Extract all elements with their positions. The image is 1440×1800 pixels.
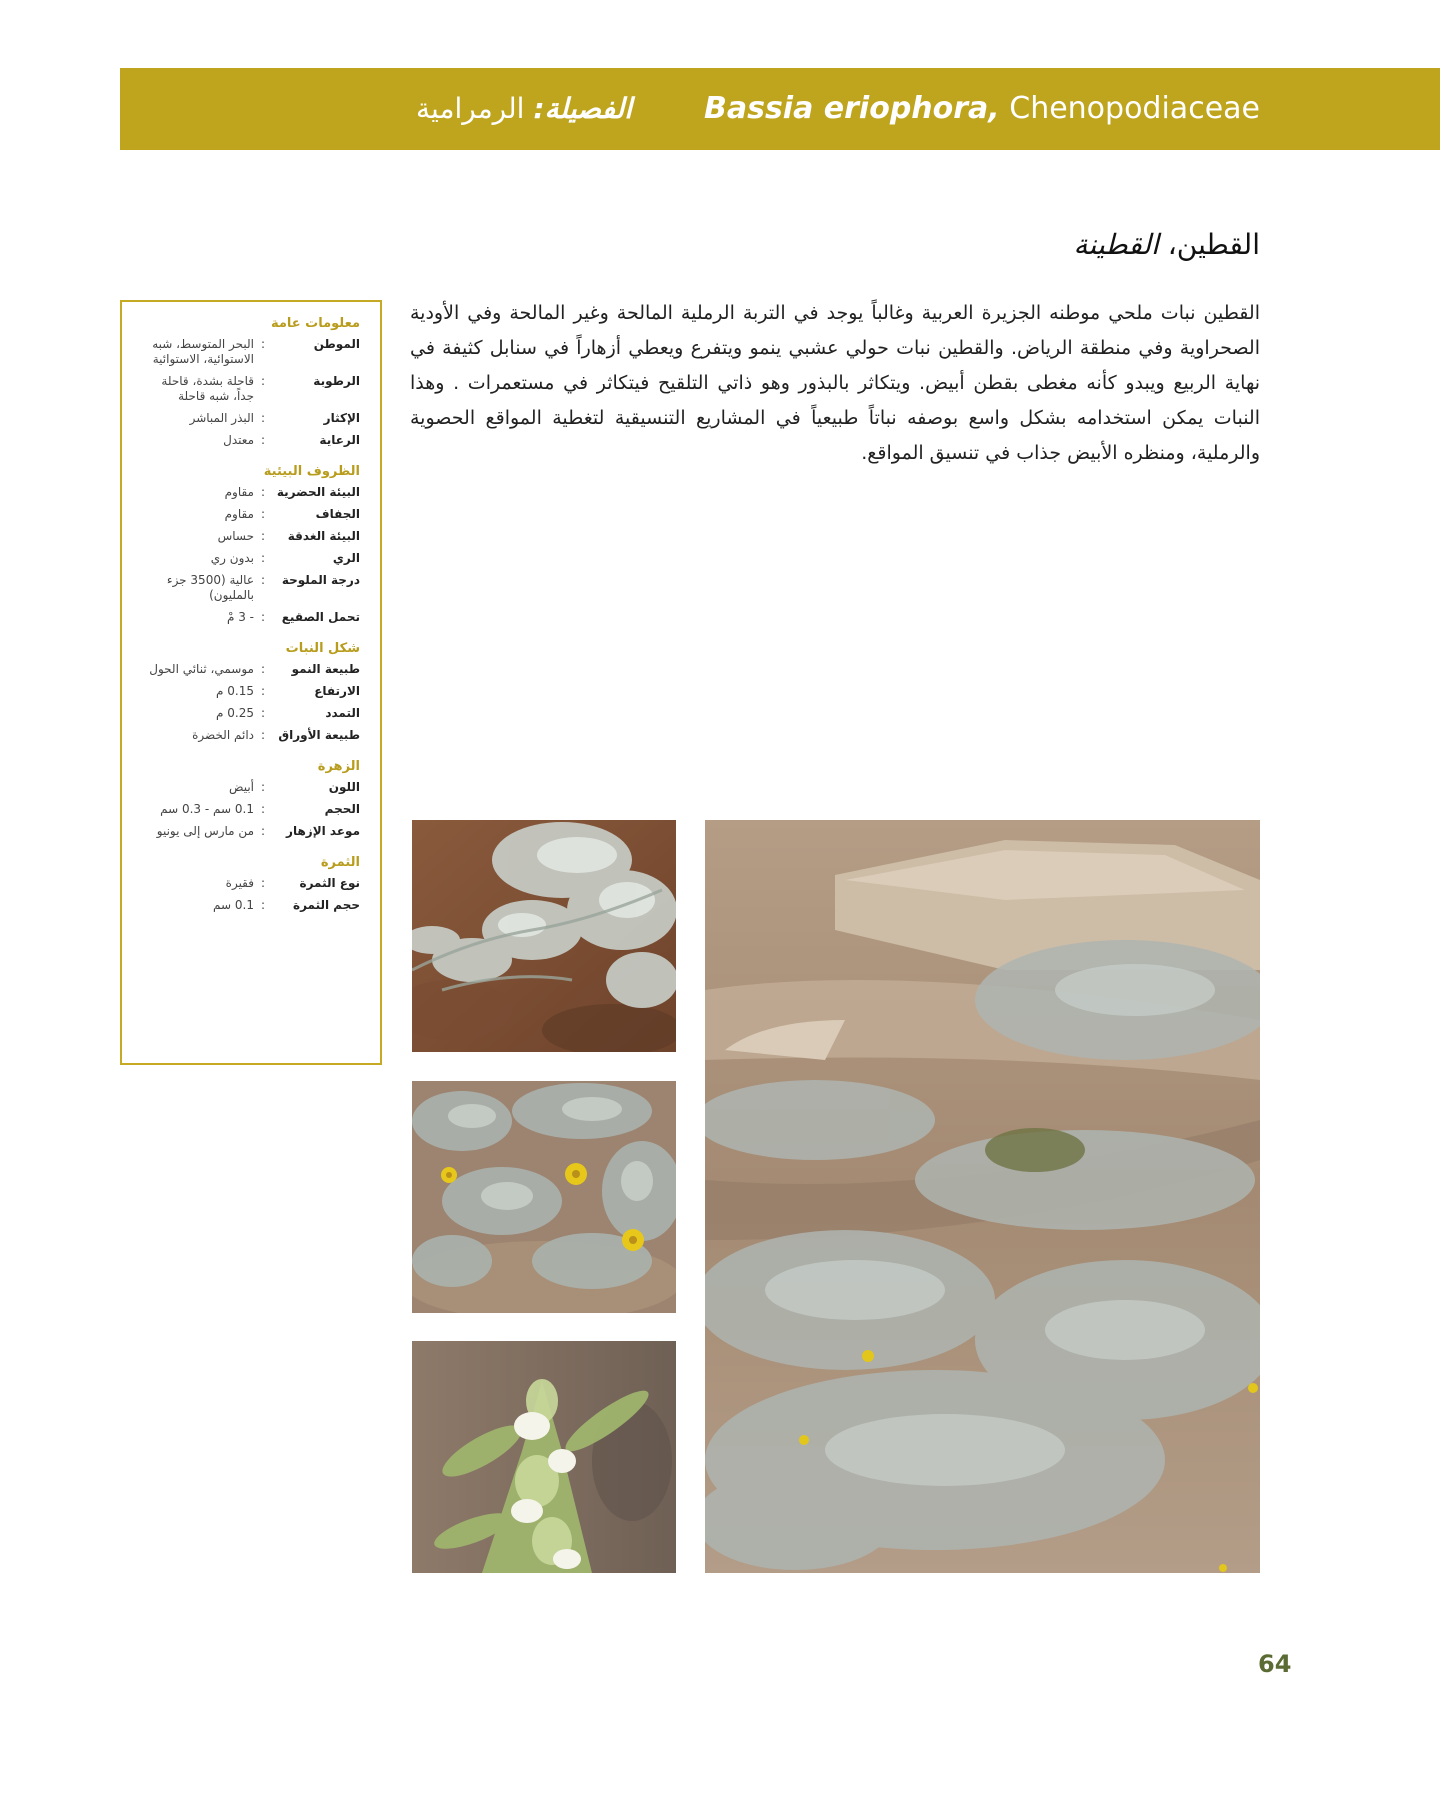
info-row <box>134 728 360 743</box>
info-key: حجم الثمرة <box>293 898 360 912</box>
info-key: تحمل الصقيع <box>281 610 360 624</box>
photo-habitat <box>705 820 1260 1573</box>
info-key: نوع الثمرة <box>299 876 360 890</box>
info-value: دائم الخضرة <box>192 728 254 742</box>
info-colon: : <box>260 507 266 521</box>
info-value: البحر المتوسط، شبه الاستوائية، الاستوائية <box>152 337 254 366</box>
latin-binomial: Bassia eriophora, <box>703 91 1000 126</box>
info-value: 0.25 م <box>216 706 254 720</box>
section-title-environment: الظروف البيئية <box>263 464 360 479</box>
info-colon: : <box>260 337 266 351</box>
info-row <box>134 898 360 913</box>
info-row <box>134 780 360 795</box>
info-key: التمدد <box>325 706 360 720</box>
info-key: الرطوبة <box>313 374 360 388</box>
section-title-fruit: الثمرة <box>320 855 360 870</box>
info-colon: : <box>260 824 266 838</box>
info-value: 0.15 م <box>216 684 254 698</box>
info-row <box>134 485 360 500</box>
info-colon: : <box>260 898 266 912</box>
info-row <box>134 507 360 522</box>
info-key: الجفاف <box>315 507 360 521</box>
info-colon: : <box>260 684 266 698</box>
info-key: طبيعة الأوراق <box>278 728 360 742</box>
info-colon: : <box>260 662 266 676</box>
info-key: الري <box>332 551 360 565</box>
photo-yellow-flowers <box>412 1081 676 1313</box>
info-value: مقاوم <box>224 507 254 521</box>
plant-title <box>1073 228 1260 261</box>
intro-paragraph: القطين نبات ملحي موطنه الجزيرة العربية وغالباً يوجد في التربة الرملية المالحة وغير المالحة وفي الأودية الصحراوية وفي منطقة الرياض. والقطين نبات حولي عشبي ينمو ويتفرع ويعطي أزهاراً في سنابل كثيفة في نهاية الربيع ويبدو كأنه مغطى بقطن أبيض. ويتكاثر بالبذور وهو ذاتي التلقيح فيتكاثر في مستعمرات . وهذا النبات يمكن استخدامه بشكل واسع بوصفه نباتاً طبيعياً في المشاريع التنسيقية لتغطية المواقع الحصوية والرملية، ومنظره الأبيض جذاب في تنسيق المواقع. <box>410 302 1260 464</box>
info-key: الإكثار <box>323 411 360 425</box>
info-key: الموطن <box>313 337 360 351</box>
info-value: بدون ري <box>210 551 254 565</box>
info-row <box>134 610 360 625</box>
info-row <box>134 529 360 544</box>
info-value: من مارس إلى يونيو <box>156 824 254 838</box>
info-colon: : <box>260 610 266 624</box>
info-row <box>134 802 360 817</box>
info-value: عالية (3500 جزء بالمليون) <box>166 573 254 602</box>
info-key: الحجم <box>324 802 360 816</box>
info-value: فقيرة <box>225 876 254 890</box>
info-colon: : <box>260 728 266 742</box>
info-row <box>134 433 360 448</box>
photo-flower-spike <box>412 1341 676 1573</box>
info-key: الرعاية <box>319 433 360 447</box>
section-title-general: معلومات عامة <box>270 316 360 331</box>
info-row <box>134 876 360 891</box>
latin-family: Chenopodiaceae <box>1009 91 1260 126</box>
info-colon: : <box>260 529 266 543</box>
photo-foliage-closeup <box>412 820 676 1052</box>
header-band <box>120 68 1440 150</box>
info-colon: : <box>260 433 266 447</box>
plant-alt-name: القطينة <box>1073 228 1159 261</box>
plant-name: القطين، <box>1167 228 1260 261</box>
info-key: طبيعة النمو <box>291 662 360 676</box>
info-colon: : <box>260 573 266 587</box>
info-row <box>134 551 360 566</box>
info-row <box>134 337 360 367</box>
info-row <box>134 662 360 677</box>
info-row <box>134 411 360 426</box>
info-colon: : <box>260 706 266 720</box>
info-value: موسمي، ثنائي الحول <box>149 662 254 676</box>
info-value: 0.1 سم <box>213 898 254 912</box>
info-value: البذر المباشر <box>189 411 254 425</box>
info-row <box>134 824 360 839</box>
info-key: درجة الملوحة <box>281 573 360 587</box>
latin-name <box>704 68 1260 150</box>
page-number: 64 <box>1258 1650 1292 1678</box>
info-box <box>120 300 382 1065</box>
info-colon: : <box>260 411 266 425</box>
info-key: البيئة الحضرية <box>276 485 360 499</box>
arabic-family <box>416 68 632 150</box>
info-row <box>134 684 360 699</box>
info-key: الارتفاع <box>314 684 360 698</box>
info-value: - 3 مْ <box>226 610 254 624</box>
section-title-flower: الزهرة <box>317 759 360 774</box>
info-row <box>134 573 360 603</box>
info-row <box>134 374 360 404</box>
info-value: مقاوم <box>224 485 254 499</box>
info-colon: : <box>260 551 266 565</box>
info-colon: : <box>260 876 266 890</box>
info-key: البيئة الغدقة <box>287 529 360 543</box>
info-key: موعد الإزهار <box>286 824 360 838</box>
info-colon: : <box>260 802 266 816</box>
info-row <box>134 706 360 721</box>
info-value: 0.1 سم - 0.3 سم <box>160 802 254 816</box>
info-value: معتدل <box>223 433 254 447</box>
info-value: قاحلة بشدة، قاحلة جداً، شبه قاحلة <box>161 374 254 403</box>
family-label: الفصيلة: <box>533 92 633 125</box>
info-colon: : <box>260 485 266 499</box>
info-colon: : <box>260 780 266 794</box>
info-key: اللون <box>328 780 360 794</box>
info-value: أبيض <box>229 780 254 794</box>
info-value: حساس <box>217 529 254 543</box>
info-colon: : <box>260 374 266 388</box>
section-title-form: شكل النبات <box>285 641 360 656</box>
family-name: الرمرامية <box>416 92 525 125</box>
